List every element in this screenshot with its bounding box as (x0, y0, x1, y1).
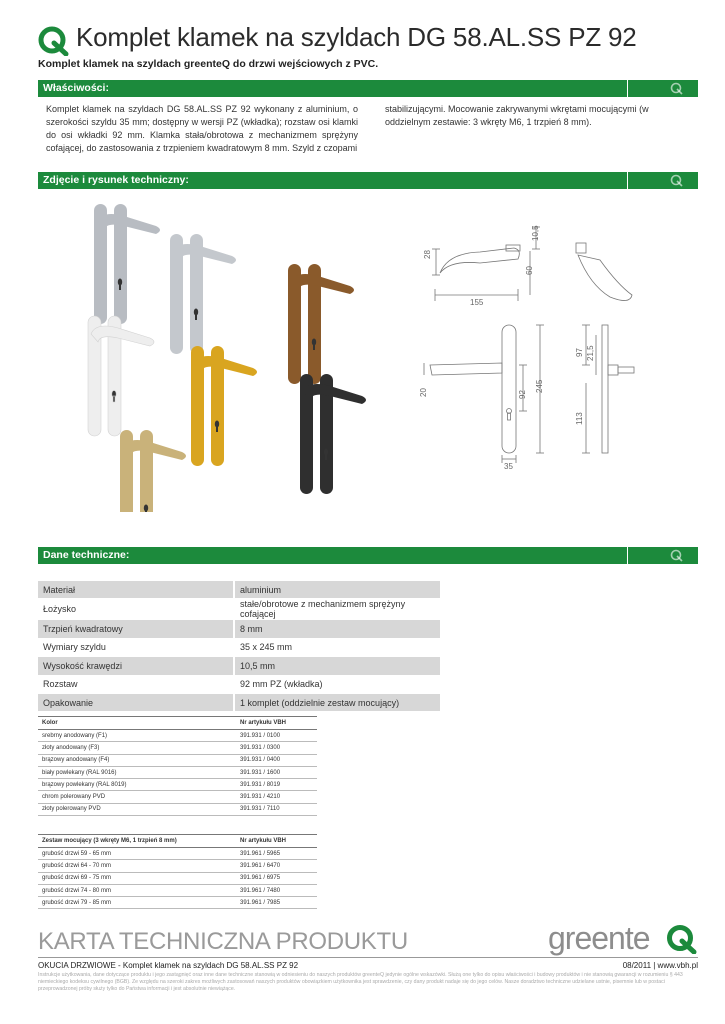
handle-set-champagne (120, 430, 186, 512)
door-thickness: grubość drzwi 64 - 70 mm (38, 860, 236, 872)
color-name: srebrny anodowany (F1) (38, 730, 236, 742)
dim-label: 92 (518, 390, 527, 399)
spec-value: stałe/obrotowe z mechanizmem sprężyny cofającej (234, 599, 440, 620)
section-bar-tech (38, 547, 698, 564)
dim-label: 28 (423, 250, 432, 259)
color-name: złoty polerowany PVD (38, 803, 236, 815)
technical-drawing (410, 215, 700, 470)
table-row (38, 884, 317, 896)
column-header: Nr artykułu VBH (236, 835, 317, 848)
page-subtitle: Komplet klamek na szyldach greenteQ do drzwi wejściowych z PVC. (38, 58, 379, 70)
article-number: 391.961 / 6470 (236, 860, 317, 872)
bar-divider (627, 547, 628, 564)
page-title: Komplet klamek na szyldach DG 58.AL.SS PZ 92 (76, 22, 637, 52)
dim-label: 20 (419, 388, 428, 397)
table-row (38, 754, 317, 766)
spec-value: 92 mm PZ (wkładka) (234, 675, 440, 693)
column-header: Nr artykułu VBH (236, 717, 317, 730)
handle-set-silver (94, 204, 160, 324)
greenteq-logo-icon (666, 924, 698, 954)
color-name: złoty anodowany (F3) (38, 742, 236, 754)
spec-value: 1 komplet (oddzielnie zestaw mocujący) (234, 693, 440, 711)
article-number: 391.961 / 7985 (236, 897, 317, 909)
color-table (38, 716, 317, 816)
table-row (38, 803, 317, 815)
table-row (38, 897, 317, 909)
section-title-properties: Właściwości: (43, 82, 109, 94)
spec-label: Materiał (38, 581, 234, 599)
color-name: brązowy anodowany (F4) (38, 754, 236, 766)
table-header-row (38, 717, 317, 730)
table-row (38, 693, 440, 711)
spec-label: Wymiary szyldu (38, 638, 234, 656)
handle-set-silver-2 (170, 234, 236, 354)
spec-label: Łożysko (38, 599, 234, 620)
table-row (38, 730, 317, 742)
article-number: 391.931 / 0100 (236, 730, 317, 742)
dim-label: 113 (575, 412, 584, 425)
greenteq-logo-icon (38, 26, 70, 56)
table-header-row (38, 835, 317, 848)
dim-label: 35 (504, 462, 513, 470)
table-row (38, 779, 317, 791)
table-row (38, 791, 317, 803)
article-number: 391.931 / 8019 (236, 779, 317, 791)
table-row (38, 848, 317, 860)
handle-set-dark (300, 374, 366, 494)
door-thickness: grubość drzwi 69 - 75 mm (38, 872, 236, 884)
article-number: 391.961 / 6975 (236, 872, 317, 884)
section-bar-properties (38, 80, 698, 97)
greenteq-logo-icon (670, 82, 684, 95)
color-name: brązowy powlekany (RAL 8019) (38, 779, 236, 791)
section-title-tech: Dane techniczne: (43, 549, 130, 561)
description-left: Komplet klamek na szyldach DG 58.AL.SS PZ 92 wykonany z aluminium, o szerokości szyldu 35 mm; dostępny w wersji PZ (wkładka); rozstaw osi klamki do osi wkładki 92 mm. Klamka stała/obrotowa z mechanizmem sprężyny cofającej, do zastosowania z trzpieniem kwadratowym 8 mm. Szyld z czopami (46, 104, 358, 153)
spec-value: 8 mm (234, 620, 440, 638)
dim-label: 97 (575, 348, 584, 357)
dim-label: 245 (535, 379, 544, 393)
column-header: Zestaw mocujący (3 wkręty M6, 1 trzpień 8 mm) (38, 835, 236, 848)
table-row (38, 620, 440, 638)
description-right: stabilizującymi. Mocowanie zakrywanymi wkrętami mocującymi (w oddzielnym zestawie: 3 wkręty M6, 1 trzpień 8 mm). (385, 104, 649, 127)
brand-wordmark: greente (548, 920, 650, 956)
door-thickness: grubość drzwi 74 - 80 mm (38, 884, 236, 896)
column-header: Kolor (38, 717, 236, 730)
bar-divider (627, 172, 628, 189)
dim-label: 155 (470, 298, 484, 307)
door-thickness: grubość drzwi 59 - 65 mm (38, 848, 236, 860)
footer-disclaimer: Instrukcje użytkowania, dane dotyczące produktu i jego zastągnięć oraz inne dane techniczne stanowią w odniesieniu do naszych produktów greenteQ jedynie ogólne wskazówki. Służą one tylko do opisu właściwości i budowy produktów i nie stanowią gwarancji w rozumieniu § 443 niemieckiego kodeksu cywilnego (BGB). Ze względu na szeroki zakres możliwych zastosowań naszych produktów obowiązkiem użytkownika jest sprawdzenie, czy dany produkt nadaje się do jego celów. Nasze doradztwo techniczne udzielane ustnie, pisemnie lub w postaci przeprowadzonej próby służy tylko do Państwa informacji i jest absolutnie niewiążące. (38, 972, 683, 992)
door-thickness: grubość drzwi 79 - 85 mm (38, 897, 236, 909)
dim-label: 21,5 (586, 345, 595, 361)
spec-label: Opakowanie (38, 693, 234, 711)
table-row (38, 872, 317, 884)
handle-set-white (88, 316, 154, 436)
handle-set-gold (191, 346, 257, 466)
product-photo (38, 192, 408, 512)
dim-label: 60 (525, 266, 534, 275)
spec-value: aluminium (234, 581, 440, 599)
mounting-kit-table (38, 834, 317, 909)
spec-table (38, 581, 440, 712)
color-name: chrom polerowany PVD (38, 791, 236, 803)
table-row (38, 675, 440, 693)
color-name: biały powlekany (RAL 9016) (38, 766, 236, 778)
spec-value: 10,5 mm (234, 657, 440, 675)
spec-label: Wysokość krawędzi (38, 657, 234, 675)
spec-label: Trzpień kwadratowy (38, 620, 234, 638)
table-row (38, 657, 440, 675)
table-row (38, 860, 317, 872)
table-row (38, 581, 440, 599)
section-bar-photo (38, 172, 698, 189)
table-row (38, 742, 317, 754)
handle-set-bronze (288, 264, 354, 384)
spec-label: Rozstaw (38, 675, 234, 693)
section-title-photo: Zdjęcie i rysunek techniczny: (43, 174, 189, 186)
article-number: 391.931 / 0300 (236, 742, 317, 754)
table-row (38, 766, 317, 778)
article-number: 391.961 / 5965 (236, 848, 317, 860)
table-row (38, 599, 440, 620)
greenteq-logo-icon (670, 174, 684, 187)
article-number: 391.931 / 1600 (236, 766, 317, 778)
footer-product-line: OKUCIA DRZWIOWE - Komplet klamek na szyldach DG 58.AL.SS PZ 92 (38, 961, 299, 970)
spec-value: 35 x 245 mm (234, 638, 440, 656)
article-number: 391.931 / 7110 (236, 803, 317, 815)
footer-divider (38, 957, 698, 958)
footer-date-url: 08/2011 | www.vbh.pl (622, 961, 698, 970)
article-number: 391.931 / 0400 (236, 754, 317, 766)
dim-label: 10,5 (531, 225, 540, 241)
document-type: KARTA TECHNICZNA PRODUKTU (38, 928, 408, 955)
greenteq-logo-icon (670, 549, 684, 562)
article-number: 391.961 / 7480 (236, 884, 317, 896)
table-row (38, 638, 440, 656)
bar-divider (627, 80, 628, 97)
article-number: 391.931 / 4210 (236, 791, 317, 803)
